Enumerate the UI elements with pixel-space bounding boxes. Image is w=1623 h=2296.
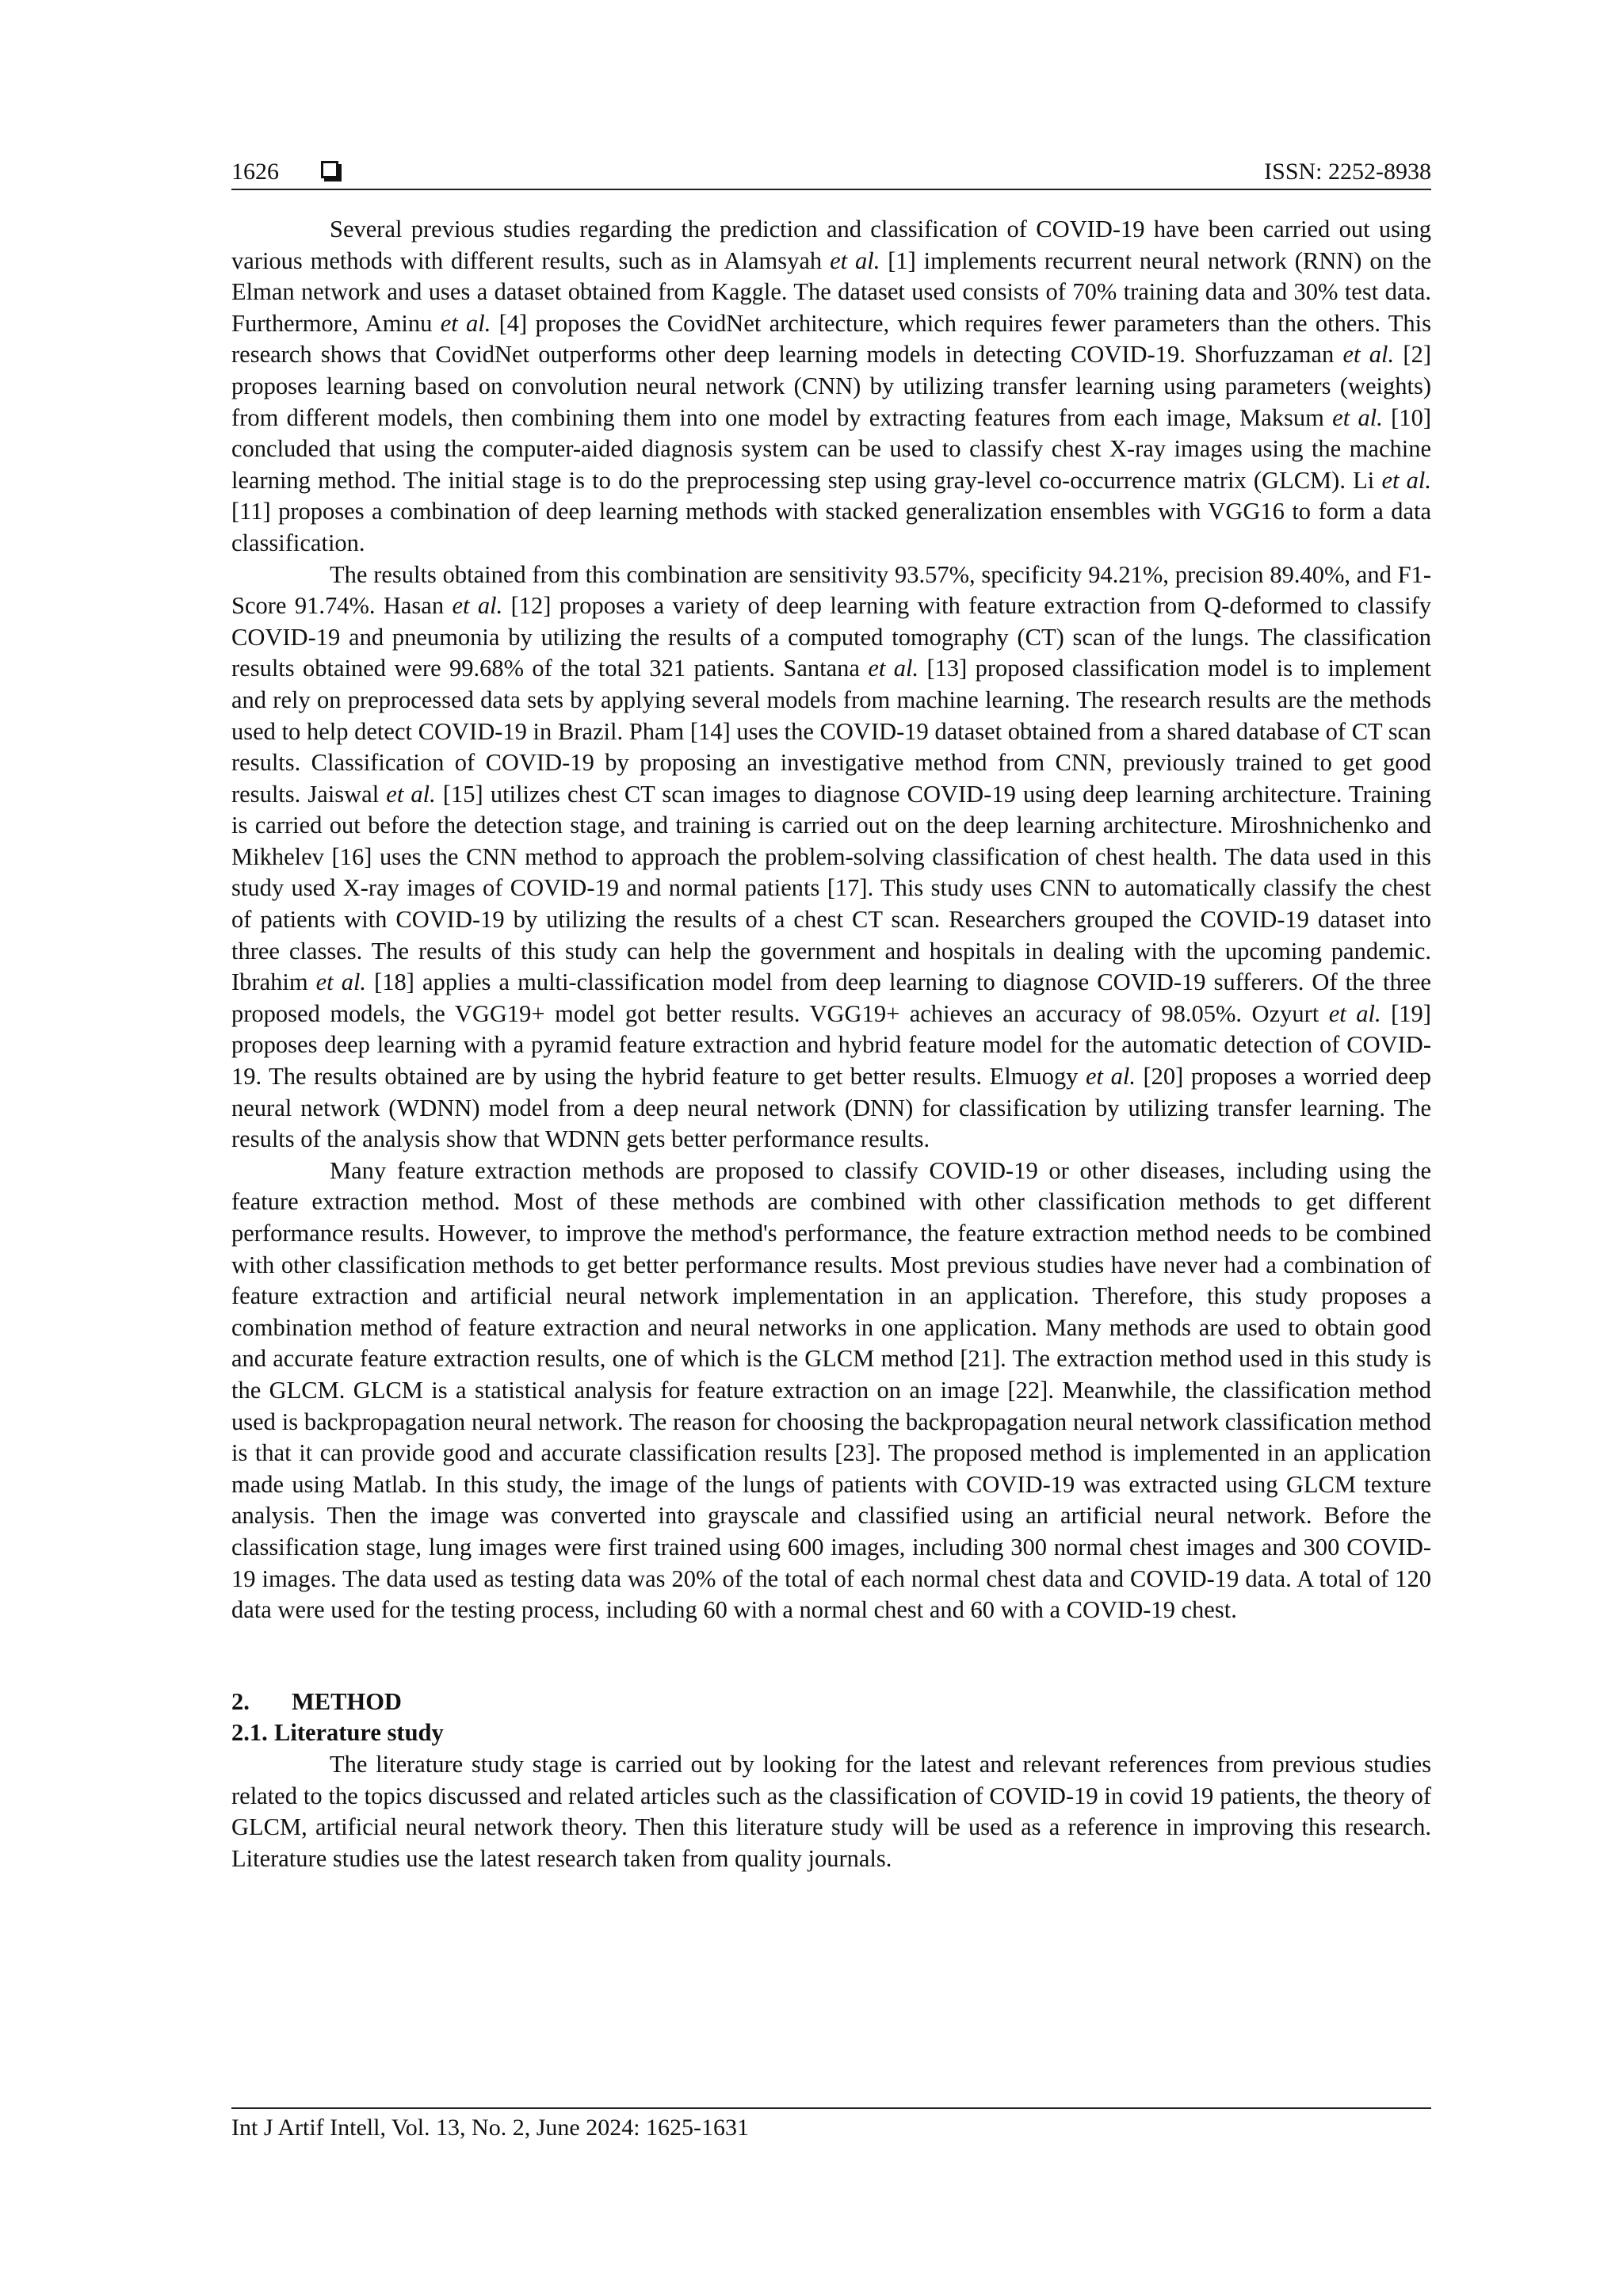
body-paragraph xyxy=(231,214,1431,560)
text-run: [12] proposes a variety of deep learning with feature extraction from Q-deformed to classify COVID-19 and pneumonia by utilizing the results of a computed tomography (CT) scan of the lungs. The classification results obtained were 99.68% of the total 321 patients. Santana xyxy=(231,592,1431,682)
italic-run: et al. xyxy=(1086,1063,1136,1091)
page-number: 1626 xyxy=(231,159,279,185)
checkbox-square-icon xyxy=(321,161,338,178)
method-paragraph: The literature study stage is carried out by looking for the latest and relevant references from previous studies related to the topics discussed and related articles such as the classification of COVID-19 in covid 19 patients, the theory of GLCM, artificial neural network theory. Then this literature study will be used as a reference in improving this research. Literature studies use the latest research taken from quality journals. xyxy=(231,1750,1431,1872)
page-header xyxy=(231,155,1431,190)
italic-run: et al. xyxy=(1381,466,1431,494)
body-paragraph xyxy=(231,560,1431,1156)
italic-run: et al. xyxy=(830,246,880,274)
journal-citation: Int J Artif Intell, Vol. 13, No. 2, June 2024: 1625-1631 xyxy=(231,2115,750,2141)
italic-run: et al. xyxy=(440,309,491,337)
italic-run: et al. xyxy=(315,968,367,996)
text-run: [11] proposes a combination of deep learning methods with stacked generalization ensembles with VGG16 to form a data classification. xyxy=(231,498,1431,556)
text-run: [2] proposes learning based on convolution neural network (CNN) by utilizing transfer learning using parameters (weights) from different models, then combining them into one model by extracting features from each image, Maksum xyxy=(231,341,1431,431)
text-run: Many feature extraction methods are proposed to classify COVID-19 or other diseases, including using the feature extraction method. Most of these methods are combined with other classification methods to get different performance results. However, to improve the method's performance, the feature extraction method needs to be combined with other classification methods to get better performance results. Most previous studies have never had a combination of feature extraction and artificial neural network implementation in an application. Therefore, this study proposes a combination method of feature extraction and neural networks in one application. Many methods are used to obtain good and accurate feature extraction results, one of which is the GLCM method [21]. The extraction method used in this study is the GLCM. GLCM is a statistical analysis for feature extraction on an image [22]. Meanwhile, the classification method used is backpropagation neural network. The reason for choosing the backpropagation neural network classification method is that it can provide good and accurate classification results [23]. The proposed method is implemented in an application made using Matlab. In this study, the image of the lungs of patients with COVID-19 was extracted using GLCM texture analysis. Then the image was converted into grayscale and classified using an artificial neural network. Before the classification stage, lung images were first trained using 600 images, including 300 normal chest images and 300 COVID-19 images. The data used as testing data was 20% of the total of each normal chest data and COVID-19 data. A total of 120 data were used for the testing process, including 60 with a normal chest and 60 with a COVID-19 chest. xyxy=(231,1156,1431,1624)
italic-run: et al. xyxy=(1328,999,1381,1027)
text-run: Several previous studies regarding the prediction and classification of COVID-19 have been carried out using various methods with different results, such as in Alamsyah xyxy=(231,216,1431,274)
italic-run: et al. xyxy=(386,780,436,808)
text-run: The results obtained from this combination are sensitivity 93.57%, specificity 94.21%, precision 89.40%, and F1-Score 91.74%. Hasan xyxy=(231,560,1431,620)
text-run: [15] utilizes chest CT scan images to diagnose COVID-19 using deep learning architecture. Training is carried out before the detection stage, and training is carried out on the deep learning architecture. Miroshnichenko and Mikhelev [16] uses the CNN method to approach the problem-solving classification of chest health. The data used in this study used X-ray images of COVID-19 and normal patients [17]. This study uses CNN to automatically classify the chest of patients with COVID-19 by utilizing the results of a chest CT scan. Researchers grouped the COVID-19 dataset into three classes. The results of this study can help the government and hospitals in dealing with the upcoming pandemic. Ibrahim xyxy=(231,780,1431,996)
subsection-title: Literature study xyxy=(274,1719,444,1747)
text-run: [4] proposes the CovidNet architecture, which requires fewer parameters than the others. This research shows that CovidNet outperforms other deep learning models in detecting COVID-19. Shorfuzzaman xyxy=(231,309,1431,369)
subsection-number: 2.1. xyxy=(231,1719,268,1747)
italic-run: et al. xyxy=(868,655,919,682)
text-run: [19] proposes deep learning with a pyramid feature extraction and hybrid feature model for the automatic detection of COVID-19. The results obtained are by using the hybrid feature to get better results. Elmuogy xyxy=(231,999,1431,1091)
text-run: [1] implements recurrent neural network (RNN) on the Elman network and uses a dataset obtained from Kaggle. The dataset used consists of 70% training data and 30% test data. Furthermore, Aminu xyxy=(231,246,1431,337)
section-heading xyxy=(231,1687,1431,1718)
text-run: [18] applies a multi-classification model from deep learning to diagnose COVID-19 sufferers. Of the three proposed models, the VGG19+ model got better results. VGG19+ achieves an accuracy of 98.05%. Ozyurt xyxy=(231,968,1431,1027)
subsection-heading xyxy=(231,1717,1431,1749)
italic-run: et al. xyxy=(1342,341,1395,369)
page-footer xyxy=(231,2107,1431,2145)
issn-label: ISSN: 2252-8938 xyxy=(1264,159,1431,185)
section-title: METHOD xyxy=(292,1687,402,1715)
italic-run: et al. xyxy=(1332,403,1383,431)
text-run: [10] concluded that using the computer-aided diagnosis system can be used to classify chest X-ray images using the machine learning method. The initial stage is to do the preprocessing step using gray-level co-occurrence matrix (GLCM). Li xyxy=(231,403,1431,494)
text-run: [13] proposed classification model is to implement and rely on preprocessed data sets by applying several models from machine learning. The research results are the methods used to help detect COVID-19 in Brazil. Pham [14] uses the COVID-19 dataset obtained from a shared database of CT scan results. Classification of COVID-19 by proposing an investigative method from CNN, previously trained to get good results. Jaiswal xyxy=(231,655,1431,808)
article-body xyxy=(231,214,1431,1874)
text-run: [20] proposes a worried deep neural network (WDNN) model from a deep neural network (DNN) for classification by utilizing transfer learning. The results of the analysis show that WDNN gets better performance results. xyxy=(231,1063,1431,1153)
body-paragraph xyxy=(231,1156,1431,1626)
italic-run: et al. xyxy=(452,592,503,620)
section-number: 2. xyxy=(231,1687,250,1715)
